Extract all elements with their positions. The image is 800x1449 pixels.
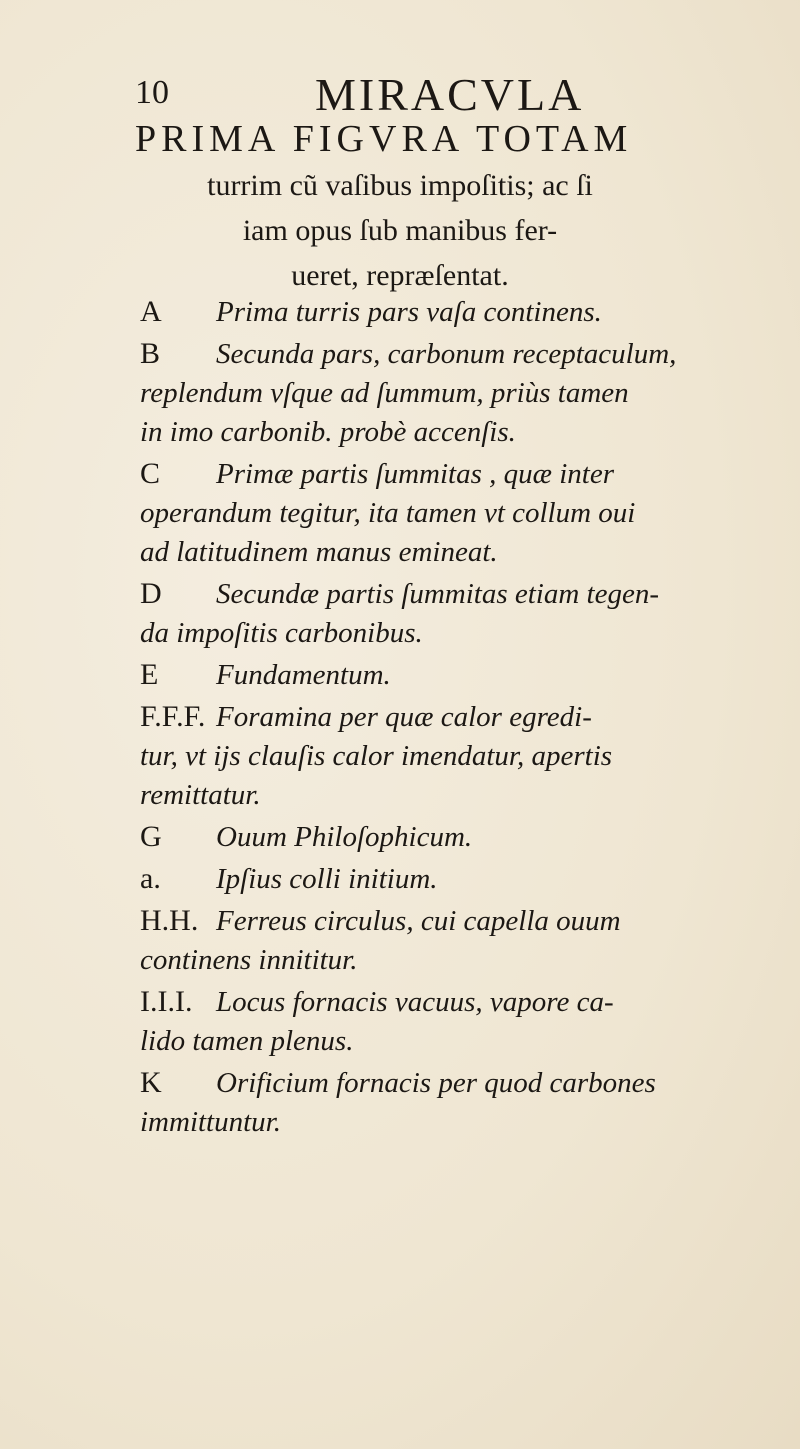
legend-text: ad latitudinem manus emineat. [140, 536, 498, 568]
legend-label: B [140, 337, 161, 370]
legend-text: tur, vt ijs clauſis calor imendatur, apertis [140, 740, 613, 772]
legend-text: da impoſitis carbonibus. [140, 617, 423, 649]
caption-line: iam opus ſub manibus fer- [242, 214, 558, 247]
legend-entry [140, 859, 800, 899]
running-title: MIRACVLA [315, 69, 585, 120]
legend-label: H.H. [140, 904, 199, 937]
legend-text: Orificium fornacis per quod carbones [216, 1067, 656, 1099]
legend-label: C [140, 457, 161, 490]
legend-text: Foramina per quæ calor egredi- [216, 701, 592, 733]
legend-text: Ipſius colli initium. [216, 863, 438, 895]
legend-text: Secunda pars, carbonum receptaculum, [216, 338, 677, 370]
legend-label: a. [140, 862, 161, 895]
legend-entry [140, 817, 800, 857]
legend-label: D [140, 577, 162, 610]
legend-text: replendum vſque ad ſummum, priùs tamen [140, 377, 629, 409]
legend-text: immittuntur. [140, 1106, 281, 1138]
legend-entry [140, 1063, 800, 1142]
legend-entry [140, 334, 800, 452]
legend-label: G [140, 820, 162, 853]
legend-text: Secundæ partis ſummitas etiam tegen- [216, 578, 660, 610]
legend-entry [140, 655, 800, 695]
legend-text: continens innititur. [140, 944, 358, 976]
caption-line: turrim cũ vaſibus impoſitis; ac ſi [207, 169, 593, 202]
legend-text: Ouum Philoſophicum. [216, 821, 473, 853]
legend-entry [140, 697, 800, 815]
legend-text: Locus fornacis vacuus, vapore ca- [216, 986, 614, 1018]
caption-line: ueret, repræſentat. [291, 259, 509, 292]
legend-entry [140, 292, 800, 332]
caption [150, 163, 650, 298]
legend-entry [140, 454, 800, 572]
legend-text: Ferreus circulus, cui capella ouum [216, 905, 621, 937]
legend-entry [140, 901, 800, 980]
legend-label: F.F.F. [140, 700, 206, 733]
legend-text: lido tamen plenus. [140, 1025, 354, 1057]
legend-text: remittatur. [140, 779, 261, 811]
page-number: 10 [135, 74, 169, 111]
legend-label: I.I.I. [140, 985, 193, 1018]
page-header [135, 68, 655, 118]
legend-text: Fundamentum. [216, 659, 391, 691]
legend-entry [140, 982, 800, 1061]
legend-text: Prima turris pars vaſa continens. [216, 296, 602, 328]
legend-list [140, 292, 800, 1144]
legend-text: in imo carbonib. probè accenſis. [140, 416, 516, 448]
legend-text: Primæ partis ſummitas , quæ inter [216, 458, 614, 490]
legend-text: operandum tegitur, ita tamen vt collum oui [140, 497, 636, 529]
legend-label: A [140, 295, 162, 328]
legend-label: E [140, 658, 159, 691]
section-heading: PRIMA FIGVRA TOTAM [135, 118, 633, 160]
legend-entry [140, 574, 800, 653]
legend-label: K [140, 1066, 162, 1099]
